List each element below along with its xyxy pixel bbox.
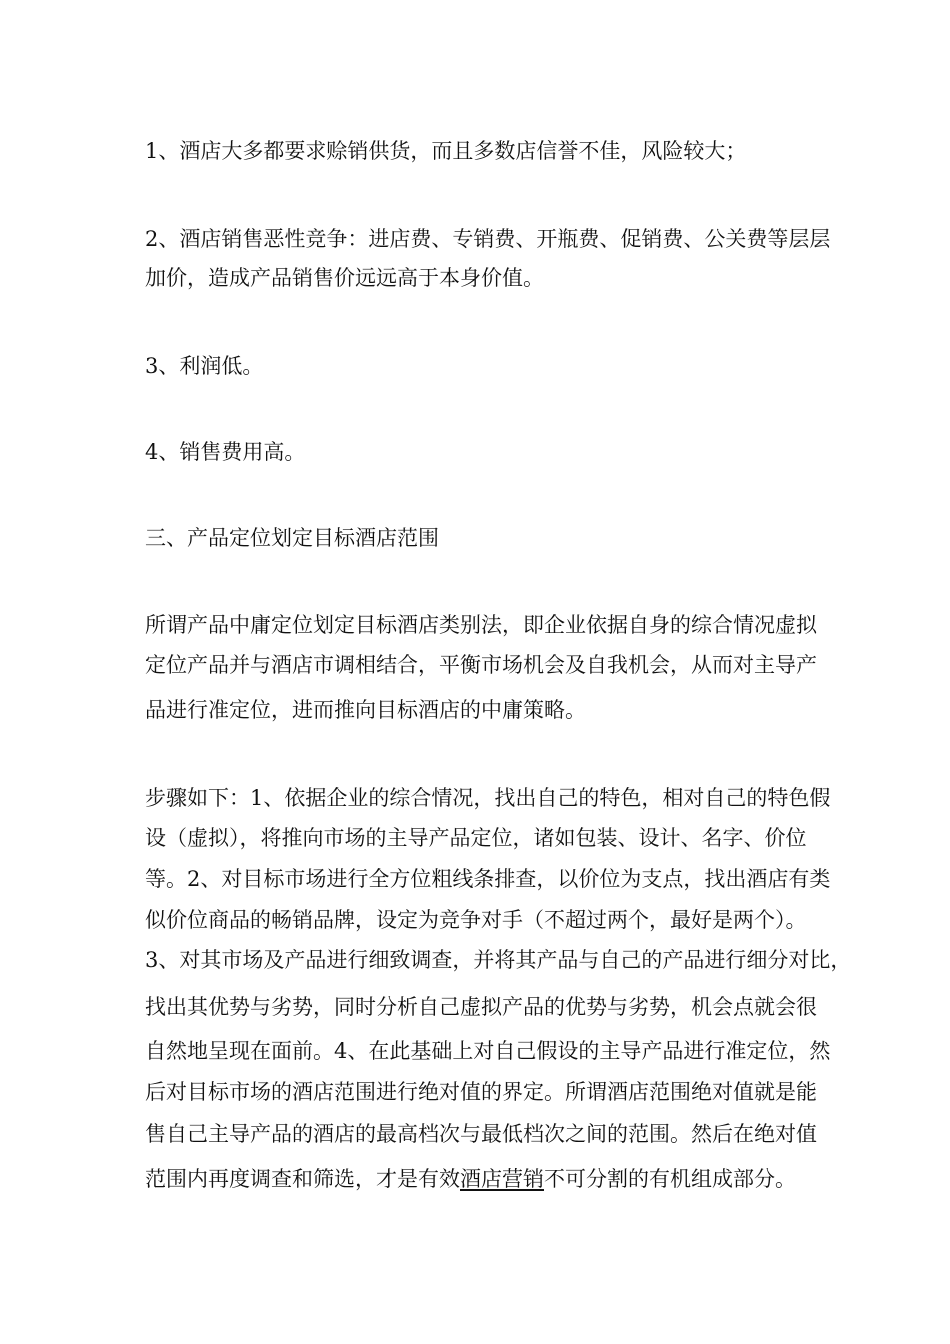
- paragraph-line: 自然地呈现在面前。4、在此基础上对自己假设的主导产品进行准定位，然: [145, 1039, 831, 1063]
- paragraph-line: 4、销售费用高。: [145, 440, 306, 464]
- paragraph-line: 2、酒店销售恶性竞争：进店费、专销费、开瓶费、促销费、公关费等层层: [145, 227, 831, 251]
- paragraph-line: 加价，造成产品销售价远远高于本身价值。: [145, 266, 544, 290]
- section-heading: 三、产品定位划定目标酒店范围: [145, 526, 439, 550]
- paragraph-line: 步骤如下：1、依据企业的综合情况，找出自己的特色，相对自己的特色假: [145, 786, 831, 810]
- paragraph-line: 定位产品并与酒店市调相结合，平衡市场机会及自我机会，从而对主导产: [145, 653, 817, 677]
- paragraph-line: 1、酒店大多都要求赊销供货，而且多数店信誉不佳，风险较大；: [145, 139, 747, 163]
- text-before-link: 范围内再度调查和筛选，才是有效: [145, 1167, 460, 1191]
- paragraph-line: 所谓产品中庸定位划定目标酒店类别法，即企业依据自身的综合情况虚拟: [145, 613, 817, 637]
- text-after-link: 不可分割的有机组成部分。: [544, 1167, 796, 1191]
- paragraph-line: 3、对其市场及产品进行细致调查，并将其产品与自己的产品进行细分对比，: [145, 948, 852, 972]
- paragraph-line: 后对目标市场的酒店范围进行绝对值的界定。所谓酒店范围绝对值就是能: [145, 1080, 817, 1104]
- paragraph-line: 设（虚拟），将推向市场的主导产品定位，诸如包装、设计、名字、价位: [145, 826, 807, 850]
- paragraph-line: 品进行准定位，进而推向目标酒店的中庸策略。: [145, 698, 586, 722]
- paragraph-line: 找出其优势与劣势，同时分析自己虚拟产品的优势与劣势，机会点就会很: [145, 995, 817, 1019]
- hotel-marketing-link[interactable]: 酒店营销: [460, 1167, 544, 1191]
- paragraph-line: 似价位商品的畅销品牌，设定为竞争对手（不超过两个，最好是两个）。: [145, 908, 807, 932]
- paragraph-line: 等。2、对目标市场进行全方位粗线条排查，以价位为支点，找出酒店有类: [145, 867, 831, 891]
- paragraph-line: [145, 1167, 796, 1191]
- paragraph-line: 3、利润低。: [145, 354, 264, 378]
- paragraph-line: 售自己主导产品的酒店的最高档次与最低档次之间的范围。然后在绝对值: [145, 1122, 817, 1146]
